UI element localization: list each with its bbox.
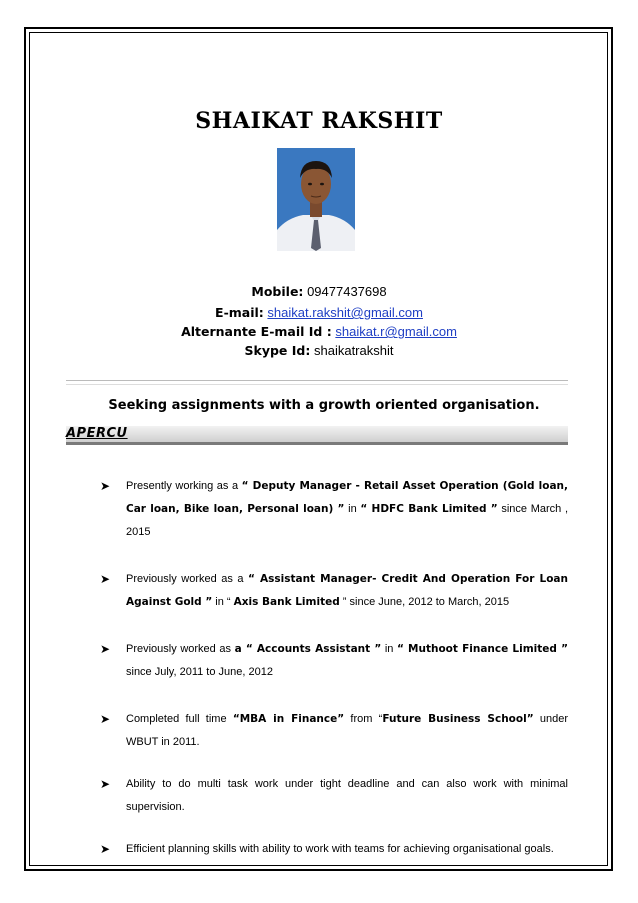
arrow-bullet-icon: ➤ <box>100 712 111 726</box>
arrow-bullet-icon: ➤ <box>100 572 111 586</box>
alt-email-label: Alternante E-mail Id : <box>181 324 332 339</box>
skype-line <box>0 343 638 358</box>
skype-label: Skype Id: <box>244 343 311 358</box>
profile-photo <box>277 148 355 251</box>
mobile-label: Mobile: <box>251 284 304 299</box>
email-line <box>0 305 638 320</box>
separator-line <box>66 380 568 385</box>
arrow-bullet-icon: ➤ <box>100 642 111 656</box>
list-item: ➤ Efficient planning skills with ability to work with teams for achieving organisational goals. <box>100 838 568 861</box>
email-link[interactable]: shaikat.rakshit@gmail.com <box>267 305 423 320</box>
alt-email-link[interactable]: shaikat.r@gmail.com <box>335 324 457 339</box>
mobile-line <box>0 284 638 299</box>
mobile-value: 09477437698 <box>307 284 387 299</box>
career-objective: Seeking assignments with a growth oriented organisation. <box>108 398 540 413</box>
skype-value: shaikatrakshit <box>313 343 394 358</box>
arrow-bullet-icon: ➤ <box>100 479 111 493</box>
list-item: ➤ Completed full time “MBA in Finance” from “Future Business School” under WBUT in 2011. <box>100 708 568 754</box>
list-item: ➤ Presently working as a “ Deputy Manager - Retail Asset Operation (Gold loan, Car loan, Bike loan, Personal loan) ” in “ HDFC Bank Limited ” since March , 2015 <box>100 475 568 544</box>
section-title-apercu: APERCU <box>66 426 128 441</box>
list-item: ➤ Ability to do multi task work under tight deadline and can also work with minimal supervision. <box>100 773 568 819</box>
list-item: ➤ Previously worked as a “ Accounts Assistant ” in “ Muthoot Finance Limited ” since July, 2011 to June, 2012 <box>100 638 568 684</box>
arrow-bullet-icon: ➤ <box>100 777 111 791</box>
apercu-list <box>100 475 568 861</box>
alt-email-line <box>0 324 638 339</box>
candidate-name: SHAIKAT RAKSHIT <box>195 108 443 134</box>
email-label: E-mail: <box>215 305 264 320</box>
section-header-bar <box>66 426 568 445</box>
arrow-bullet-icon: ➤ <box>100 842 111 856</box>
list-item: ➤ Previously worked as a “ Assistant Manager- Credit And Operation For Loan Against Gold ” in “ Axis Bank Limited ” since June, 2012 to March, 2015 <box>100 568 568 614</box>
